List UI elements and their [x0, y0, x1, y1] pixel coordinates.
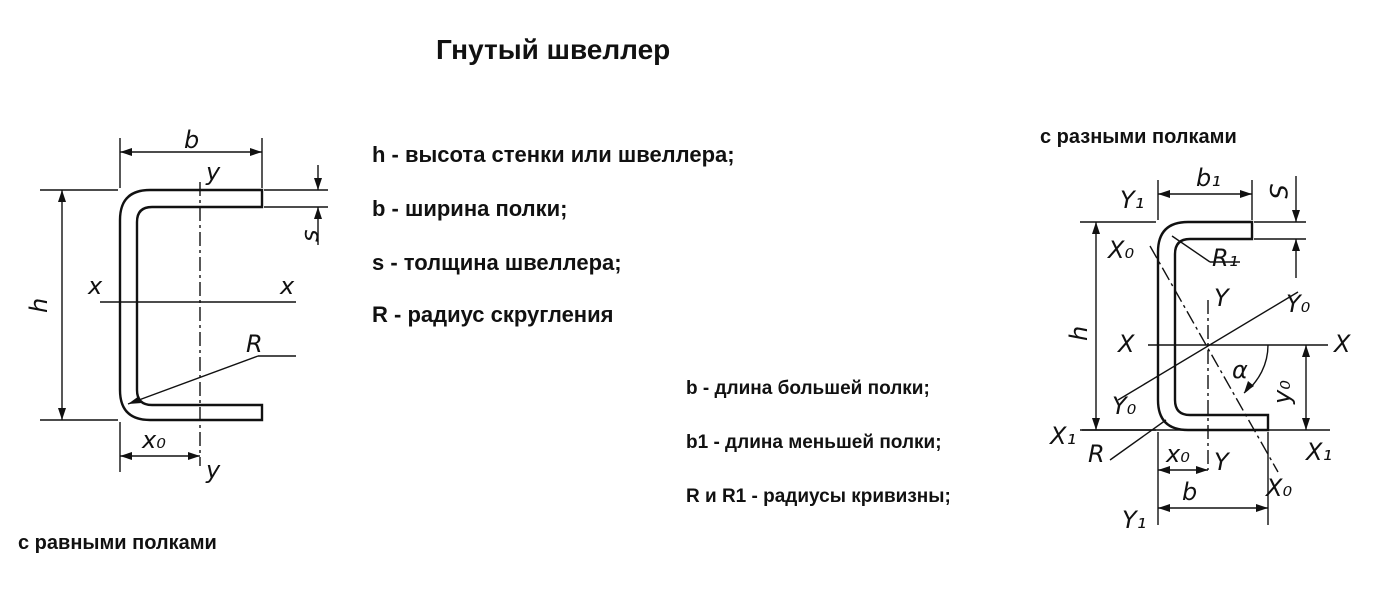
label-X1-left: X₁: [1050, 422, 1077, 450]
label-Y0-right: Y₀: [1286, 290, 1311, 318]
definition-s: s - толщина швеллера;: [372, 250, 622, 275]
label-alpha: α: [1232, 356, 1248, 384]
label-y0: y₀: [1268, 380, 1296, 404]
label-y-bottom: y: [206, 456, 221, 484]
definition-b1-small-flange: b1 - длина меньшей полки;: [686, 432, 942, 453]
label-X-right: X: [1334, 330, 1351, 358]
label-h: h: [25, 297, 53, 313]
label-h-right: h: [1065, 325, 1093, 341]
label-s: s: [296, 229, 324, 242]
label-Y1-top: Y₁: [1120, 186, 1145, 214]
label-R1: R₁: [1212, 244, 1239, 272]
label-s-right: S: [1264, 184, 1292, 200]
definition-R: R - радиус скругления: [372, 302, 614, 327]
definition-b-large-flange: b - длина большей полки;: [686, 378, 930, 399]
label-X1-right: X₁: [1306, 438, 1333, 466]
label-x-left: x: [88, 272, 103, 300]
label-X0-top: X₀: [1108, 236, 1135, 264]
caption-equal-flanges: с равными полками: [18, 532, 217, 554]
label-Y-bottom: Y: [1214, 448, 1229, 476]
label-b1: b₁: [1196, 164, 1221, 192]
label-b-right: b: [1182, 478, 1198, 506]
label-Y: Y: [1214, 284, 1229, 312]
label-x0: x₀: [142, 426, 166, 454]
label-b: b: [184, 126, 200, 154]
page-title: Гнутый швеллер: [436, 34, 671, 65]
label-Y1-bottom: Y₁: [1122, 506, 1147, 534]
label-R-right: R: [1088, 440, 1105, 468]
label-x-right: x: [280, 272, 295, 300]
label-x0-right: x₀: [1166, 440, 1190, 468]
caption-unequal-flanges: с разными полками: [1040, 126, 1237, 148]
definition-b: b - ширина полки;: [372, 196, 568, 221]
label-X-left: X: [1118, 330, 1135, 358]
definition-radii: R и R1 - радиусы кривизны;: [686, 486, 951, 507]
label-y-top: y: [206, 158, 221, 186]
label-Y0-left: Y₀: [1112, 392, 1137, 420]
label-X0-bottom: X₀: [1266, 474, 1293, 502]
label-R: R: [246, 330, 263, 358]
definition-h: h - высота стенки или швеллера;: [372, 142, 735, 167]
